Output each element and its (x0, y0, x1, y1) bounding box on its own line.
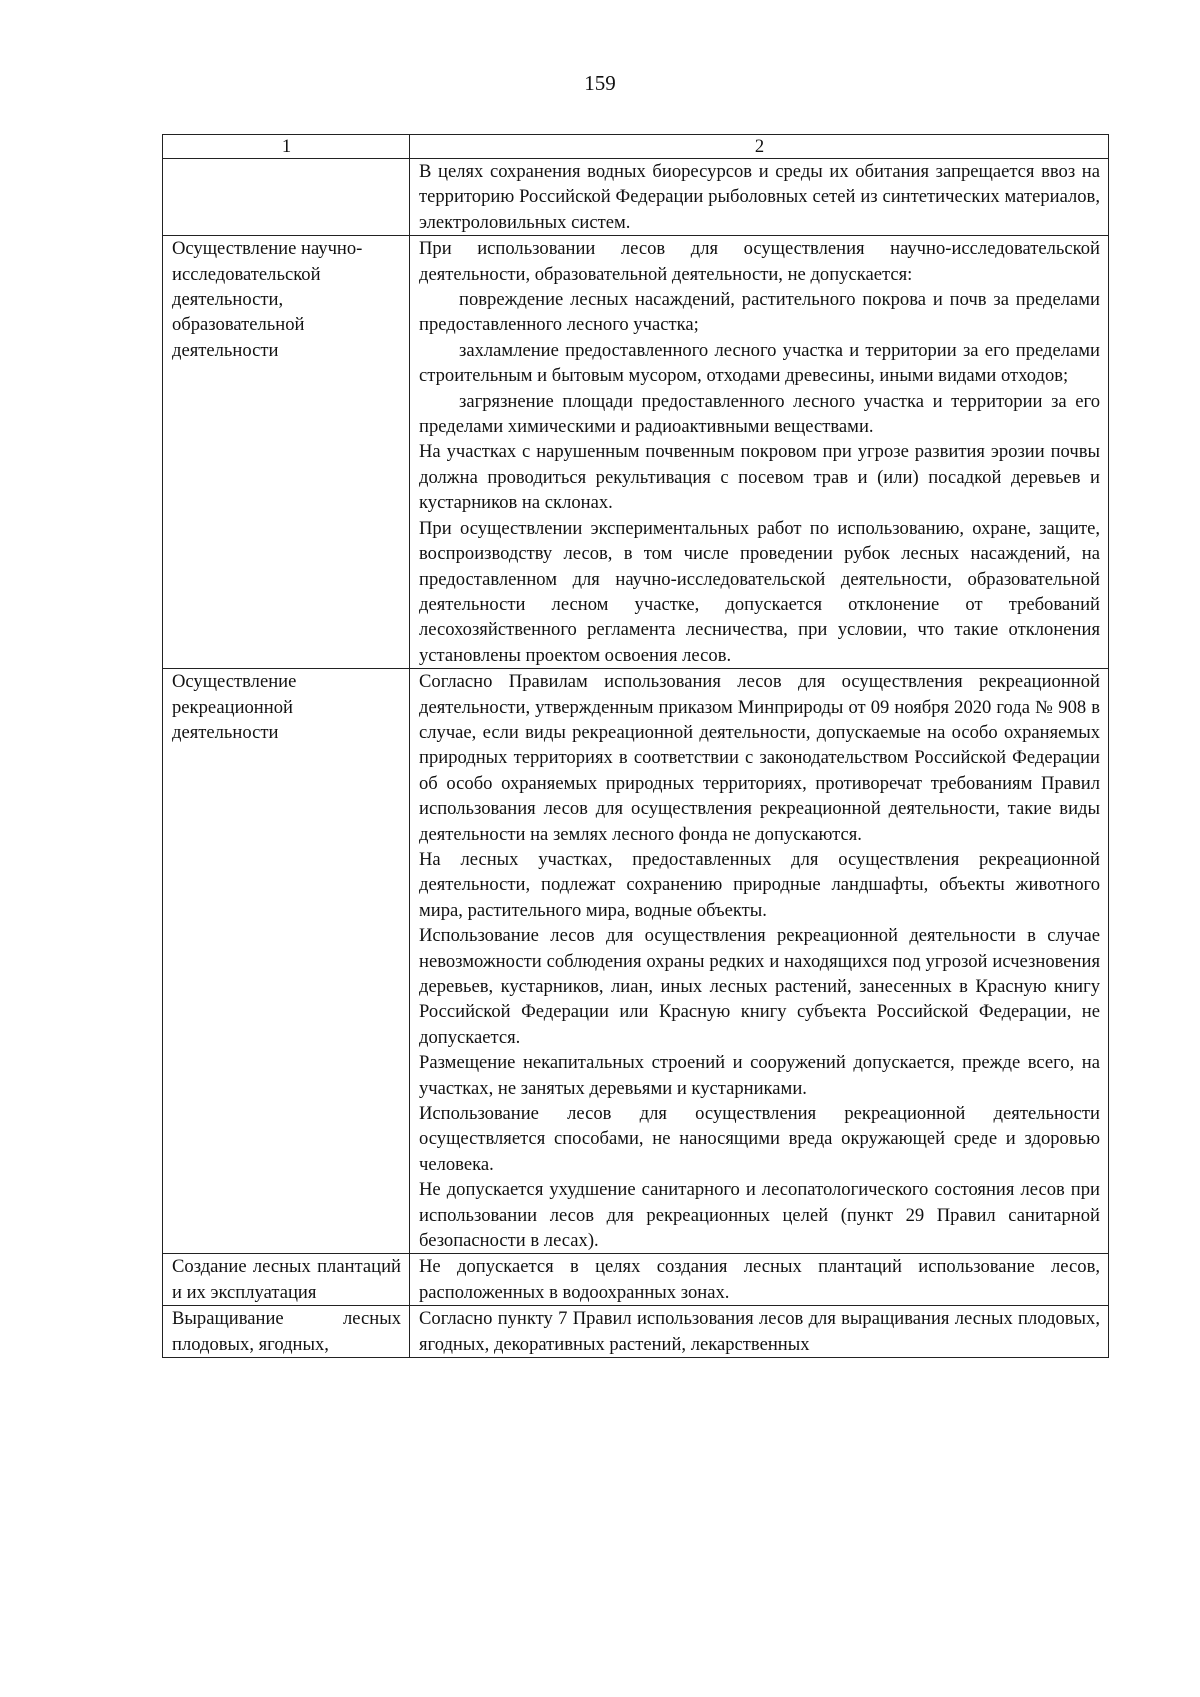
table-row (163, 1306, 1109, 1358)
requirement-paragraph: Использование лесов для осуществления рекреационной деятельности в случае невозможности соблюдения охраны редких и находящихся под угрозой исчезновения деревьев, кустарников, лиан, иных лесных растений, занесенных в Красную книгу Российской Федерации или Красную книгу субъекта Российской Федерации, не допускается. (419, 925, 1100, 1048)
requirement-paragraph: В целях сохранения водных биоресурсов и среды их обитания запрещается ввоз на территорию Российской Федерации рыболовных сетей из синтетических материалов, электроловильных систем. (419, 161, 1100, 233)
regulation-table (162, 134, 1109, 1358)
column-header-2: 2 (410, 135, 1109, 159)
activity-name-line: деятельности (172, 721, 279, 743)
requirement-paragraph: На участках с нарушенным почвенным покровом при угрозе развития эрозии почвы должна проводиться рекультивация с посевом трав и (или) посадкой деревьев и кустарников на склонах. (419, 441, 1100, 514)
requirements-cell (410, 159, 1109, 236)
requirement-paragraph: Размещение некапитальных строений и сооружений допускается, прежде всего, на участках, не занятых деревьями и кустарниками. (419, 1052, 1100, 1099)
requirements-cell (410, 1306, 1109, 1358)
requirement-paragraph: Не допускается ухудшение санитарного и лесопатологического состояния лесов при использовании лесов для рекреационных целей (пункт 29 Правил санитарной безопасности в лесах). (419, 1179, 1100, 1252)
requirement-paragraph: На лесных участках, предоставленных для осуществления рекреационной деятельности, подлежат сохранению природные ландшафты, объекты животного мира, растительного мира, водные объекты. (419, 848, 1100, 921)
activity-name: Выращивание лесных плодовых, ягодных, (172, 1308, 401, 1355)
activity-name-line: исследовательской (172, 263, 321, 285)
requirement-paragraph: загрязнение площади предоставленного лесного участка и территории за его пределами химическими и радиоактивными веществами. (419, 390, 1100, 438)
activity-cell (163, 1306, 410, 1358)
table-header-row (163, 135, 1109, 159)
table-row (163, 159, 1109, 236)
activity-name: Создание лесных плантаций и их эксплуатация (172, 1256, 401, 1303)
column-header-1: 1 (163, 135, 410, 159)
activity-cell (163, 236, 410, 669)
page-number: 159 (584, 71, 616, 95)
requirements-cell (410, 1254, 1109, 1306)
table-row (163, 669, 1109, 1254)
table-row (163, 236, 1109, 669)
activity-cell (163, 159, 410, 236)
activity-name-line: Осуществление научно- (172, 238, 363, 260)
requirements-cell (410, 236, 1109, 669)
requirements-cell (410, 669, 1109, 1254)
table-row (163, 1254, 1109, 1306)
requirement-paragraph: Согласно Правилам использования лесов для осуществления рекреационной деятельности, утвержденным приказом Минприроды от 09 ноября 2020 года № 908 в случае, если виды рекреационной деятельности, допускаемые на особо охраняемых природных территориях в соответствии с законодательством Российской Федерации об особо охраняемых природных территориях, противоречат требованиям Правил использования лесов для осуществления рекреационной деятельности, такие виды деятельности на землях лесного фонда не допускаются. (419, 671, 1100, 845)
requirement-paragraph: повреждение лесных насаждений, растительного покрова и почв за пределами предоставленного лесного участка; (419, 289, 1100, 336)
requirement-paragraph: Использование лесов для осуществления рекреационной деятельности осуществляется способами, не наносящими вреда окружающей среде и здоровью человека. (419, 1103, 1100, 1175)
requirement-paragraph: При использовании лесов для осуществления научно-исследовательской деятельности, образовательной деятельности, не допускается: (419, 238, 1100, 285)
requirement-paragraph: Не допускается в целях создания лесных плантаций использование лесов, расположенных в водоохранных зонах. (419, 1256, 1100, 1303)
activity-cell (163, 669, 410, 1254)
activity-cell (163, 1254, 410, 1306)
requirement-paragraph: Согласно пункту 7 Правил использования лесов для выращивания лесных плодовых, ягодных, декоративных растений, лекарственных (419, 1308, 1100, 1355)
activity-name-line: рекреационной (172, 696, 293, 718)
requirement-paragraph: При осуществлении экспериментальных работ по использованию, охране, защите, воспроизводству лесов, в том числе проведении рубок лесных насаждений, на предоставленном для научно-исследовательской деятельности, образовательной деятельности лесном участке, допускается отклонение от требований лесохозяйственного регламента лесничества, при условии, что такие отклонения установлены проектом освоения лесов. (419, 517, 1100, 666)
requirement-paragraph: захламление предоставленного лесного участка и территории за его пределами строительным и бытовым мусором, отходами древесины, иными видами отходов; (419, 339, 1100, 387)
activity-name-line: деятельности, (172, 289, 284, 311)
activity-name-line: образовательной (172, 314, 305, 336)
activity-name-line: Осуществление (172, 671, 297, 693)
activity-name-line: деятельности (172, 339, 279, 361)
